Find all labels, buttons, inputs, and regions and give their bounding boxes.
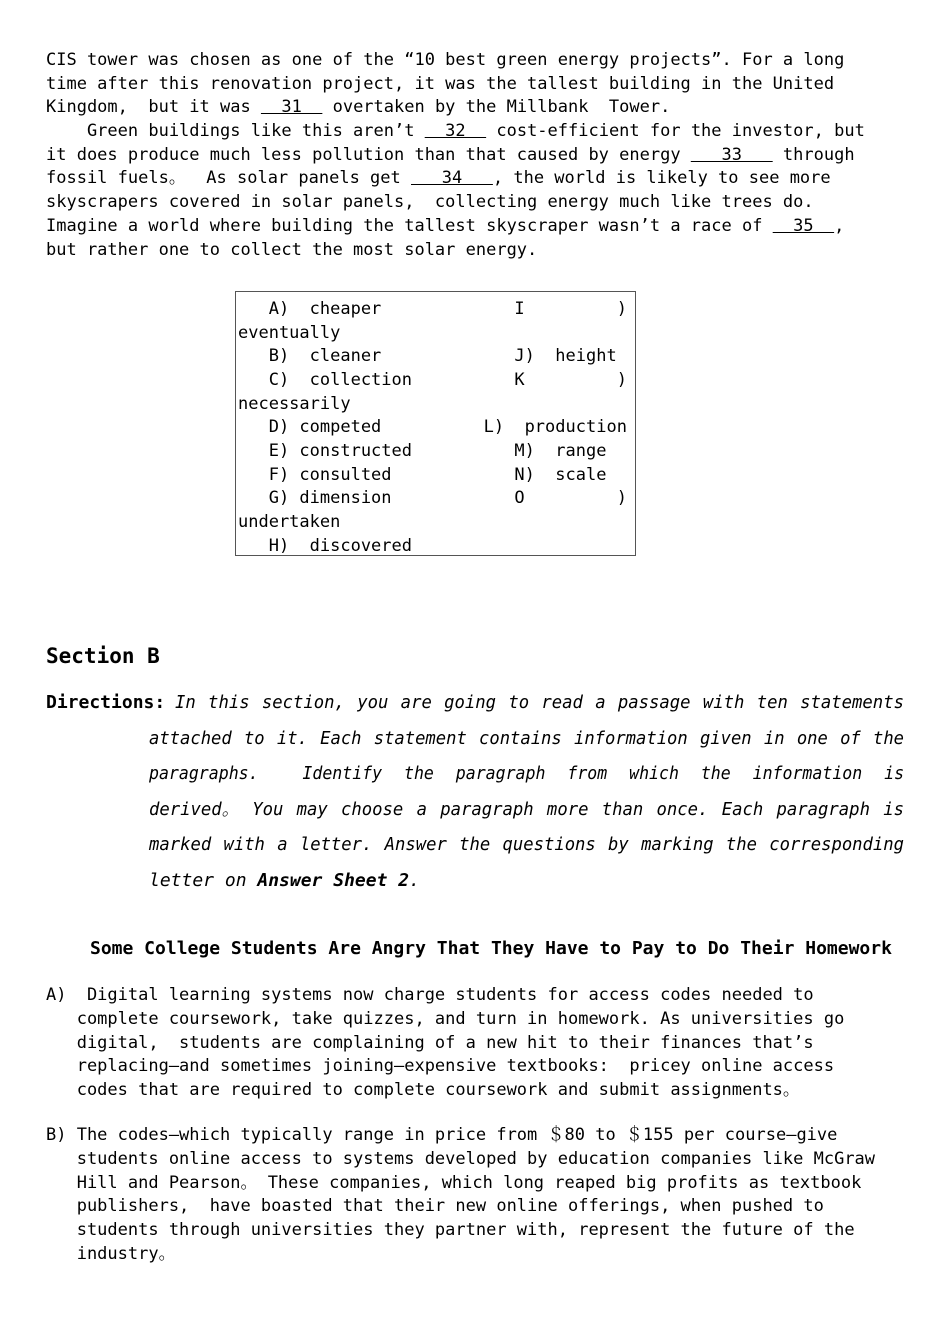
article-title: Some College Students Are Angry That They Have to Pay to Do Their Homework [90,938,892,959]
blank-35: 35 [772,216,835,236]
passage-line-5: it does produce much less pollution than that caused by energy 33 through [46,145,855,165]
directions-line: marked with a letter. Answer the questions by marking the corresponding [149,834,905,855]
word-bank-line: D) competed L) production [238,417,627,437]
passage-line-9: but rather one to collect the most solar energy. [46,240,538,260]
passage-line-1: CIS tower was chosen as one of the “10 best green energy projects”. For a long [46,50,845,70]
passage-line-4: Green buildings like this aren’t 32 cost-efficient for the investor, but [46,121,865,141]
directions-line: letter on Answer Sheet 2. [149,870,420,891]
word-bank [235,291,636,556]
paragraph-b-line: Hill and Pearson。 These companies, which long reaped big profits as textbook [46,1173,862,1193]
paragraph-a-line: codes that are required to complete coursework and submit assignments。 [46,1080,800,1100]
passage-line-3: Kingdom, but it was 31 overtaken by the Millbank Tower. [46,97,671,117]
blank-31: 31 [260,97,323,117]
blank-32: 32 [424,121,487,141]
directions-line: In this section, you are going to read a passage with ten statements [175,692,904,713]
word-bank-line: B) cleaner J) height [238,346,617,366]
answer-sheet-ref: Answer Sheet 2 [257,870,410,891]
directions-label: Directions: [46,692,166,713]
passage-line-6: fossil fuels。 As solar panels get 34 , the world is likely to see more [46,168,831,188]
paragraph-b-line: publishers, have boasted that their new online offerings, when pushed to [46,1196,824,1216]
directions-line: attached to it. Each statement contains information given in one of the [149,728,905,749]
word-bank-line: C) collection K ) [238,370,627,390]
passage-line-7: skyscrapers covered in solar panels, collecting energy much like trees do. [46,192,814,212]
blank-34: 34 [411,168,493,188]
passage-line-2: time after this renovation project, it was the tallest building in the United [46,74,835,94]
section-title: Section B [46,644,160,668]
word-bank-line: F) consulted N) scale [238,465,607,485]
word-bank-line: A) cheaper I ) [238,299,627,319]
directions-line: paragraphs. Identify the paragraph from which the information is [149,763,905,784]
word-bank-line: necessarily [238,394,351,414]
word-bank-line: E) constructed M) range [238,441,607,461]
word-bank-line: H) discovered [238,536,412,556]
directions-line: derived。 You may choose a paragraph more than once. Each paragraph is [149,799,904,820]
passage-line-8: Imagine a world where building the tallest skyscraper wasn’t a race of 35 , [46,216,845,236]
paragraph-b-line: students through universities they partner with, represent the future of the [46,1220,855,1240]
paragraph-b-line: industry。 [46,1244,176,1264]
paragraph-a-line: complete coursework, take quizzes, and turn in homework. As universities go [46,1009,845,1029]
paragraph-a-line: replacing—and sometimes joining—expensive textbooks: pricey online access [46,1056,835,1076]
word-bank-line: undertaken [238,512,341,532]
paragraph-b-line: students online access to systems developed by education companies like McGraw [46,1149,876,1169]
paragraph-b-line: B) The codes—which typically range in price from ＄80 to ＄155 per course—give [46,1125,838,1145]
paragraph-a-line: digital, students are complaining of a new hit to their finances that’s [46,1033,814,1053]
blank-33: 33 [690,145,773,165]
paragraph-a-line: A) Digital learning systems now charge students for access codes needed to [46,985,814,1005]
word-bank-line: eventually [238,323,341,343]
word-bank-line: G) dimension O ) [238,488,627,508]
